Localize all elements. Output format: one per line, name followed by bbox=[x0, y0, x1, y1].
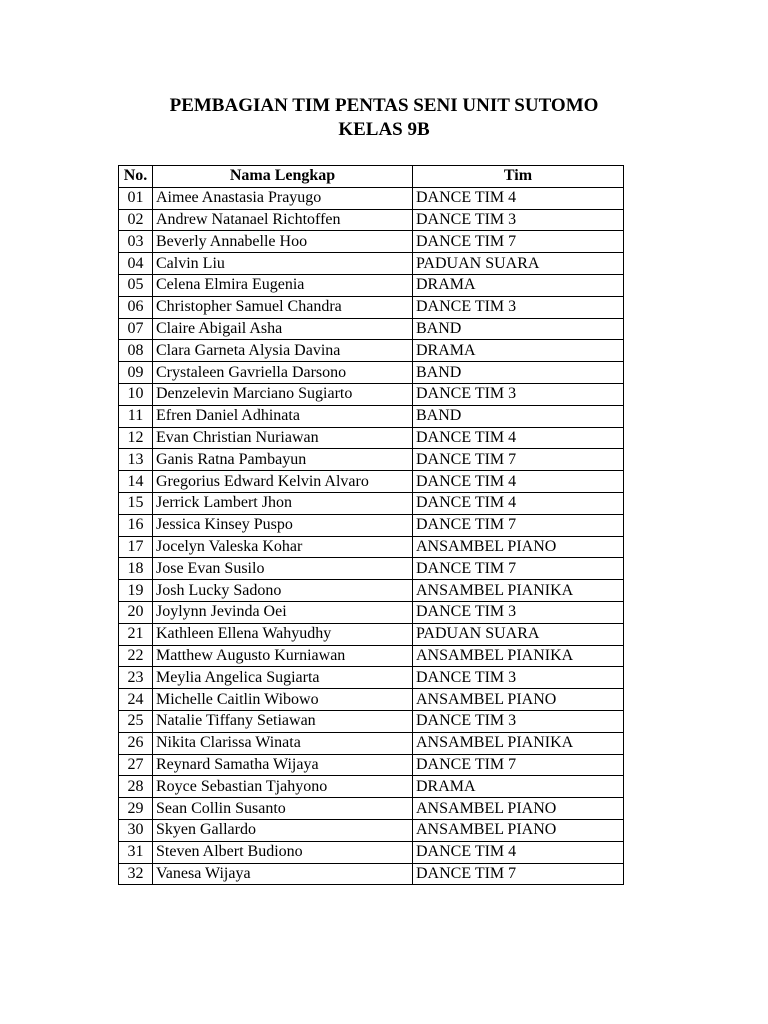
student-name: Vanesa Wijaya bbox=[153, 863, 413, 885]
student-name: Ganis Ratna Pambayun bbox=[153, 449, 413, 471]
student-name: Meylia Angelica Sugiarta bbox=[153, 667, 413, 689]
row-number: 16 bbox=[119, 514, 153, 536]
row-number: 19 bbox=[119, 580, 153, 602]
row-number: 25 bbox=[119, 710, 153, 732]
column-header-team: Tim bbox=[413, 166, 624, 188]
team-name: DRAMA bbox=[413, 776, 624, 798]
table-row bbox=[119, 405, 624, 427]
student-name: Joylynn Jevinda Oei bbox=[153, 601, 413, 623]
team-name: DANCE TIM 7 bbox=[413, 863, 624, 885]
table-row bbox=[119, 819, 624, 841]
table-row bbox=[119, 623, 624, 645]
student-name: Efren Daniel Adhinata bbox=[153, 405, 413, 427]
row-number: 11 bbox=[119, 405, 153, 427]
row-number: 10 bbox=[119, 383, 153, 405]
team-name: DANCE TIM 3 bbox=[413, 667, 624, 689]
table-row bbox=[119, 558, 624, 580]
student-name: Andrew Natanael Richtoffen bbox=[153, 209, 413, 231]
student-name: Sean Collin Susanto bbox=[153, 798, 413, 820]
team-name: BAND bbox=[413, 362, 624, 384]
student-name: Kathleen Ellena Wahyudhy bbox=[153, 623, 413, 645]
student-name: Reynard Samatha Wijaya bbox=[153, 754, 413, 776]
table-row bbox=[119, 492, 624, 514]
table-row bbox=[119, 253, 624, 275]
team-name: ANSAMBEL PIANO bbox=[413, 819, 624, 841]
table-row bbox=[119, 601, 624, 623]
team-name: ANSAMBEL PIANIKA bbox=[413, 645, 624, 667]
team-name: DANCE TIM 3 bbox=[413, 601, 624, 623]
row-number: 12 bbox=[119, 427, 153, 449]
row-number: 32 bbox=[119, 863, 153, 885]
student-name: Matthew Augusto Kurniawan bbox=[153, 645, 413, 667]
student-name: Steven Albert Budiono bbox=[153, 841, 413, 863]
team-name: ANSAMBEL PIANIKA bbox=[413, 732, 624, 754]
table-row bbox=[119, 863, 624, 885]
table-row bbox=[119, 362, 624, 384]
student-name: Calvin Liu bbox=[153, 253, 413, 275]
table-row bbox=[119, 318, 624, 340]
row-number: 03 bbox=[119, 231, 153, 253]
student-name: Denzelevin Marciano Sugiarto bbox=[153, 383, 413, 405]
student-name: Gregorius Edward Kelvin Alvaro bbox=[153, 471, 413, 493]
row-number: 27 bbox=[119, 754, 153, 776]
team-name: DANCE TIM 4 bbox=[413, 492, 624, 514]
row-number: 20 bbox=[119, 601, 153, 623]
table-row bbox=[119, 209, 624, 231]
student-name: Michelle Caitlin Wibowo bbox=[153, 689, 413, 711]
table-row bbox=[119, 754, 624, 776]
table-row bbox=[119, 798, 624, 820]
table-row bbox=[119, 231, 624, 253]
table-row bbox=[119, 383, 624, 405]
team-name: DANCE TIM 3 bbox=[413, 296, 624, 318]
student-name: Nikita Clarissa Winata bbox=[153, 732, 413, 754]
table-row bbox=[119, 689, 624, 711]
team-name: ANSAMBEL PIANO bbox=[413, 536, 624, 558]
table-row bbox=[119, 514, 624, 536]
student-name: Royce Sebastian Tjahyono bbox=[153, 776, 413, 798]
team-name: ANSAMBEL PIANO bbox=[413, 689, 624, 711]
team-name: DANCE TIM 4 bbox=[413, 471, 624, 493]
table-row bbox=[119, 427, 624, 449]
team-name: PADUAN SUARA bbox=[413, 623, 624, 645]
team-name: DANCE TIM 7 bbox=[413, 754, 624, 776]
row-number: 08 bbox=[119, 340, 153, 362]
table-row bbox=[119, 296, 624, 318]
team-name: BAND bbox=[413, 405, 624, 427]
team-name: ANSAMBEL PIANIKA bbox=[413, 580, 624, 602]
team-name: DANCE TIM 7 bbox=[413, 514, 624, 536]
table-body bbox=[119, 187, 624, 885]
student-name: Crystaleen Gavriella Darsono bbox=[153, 362, 413, 384]
team-name: DANCE TIM 4 bbox=[413, 841, 624, 863]
row-number: 05 bbox=[119, 274, 153, 296]
table-row bbox=[119, 776, 624, 798]
team-name: DANCE TIM 7 bbox=[413, 558, 624, 580]
row-number: 28 bbox=[119, 776, 153, 798]
team-roster-table bbox=[118, 165, 624, 885]
table-row bbox=[119, 187, 624, 209]
table-row bbox=[119, 274, 624, 296]
row-number: 24 bbox=[119, 689, 153, 711]
row-number: 07 bbox=[119, 318, 153, 340]
row-number: 22 bbox=[119, 645, 153, 667]
table-row bbox=[119, 667, 624, 689]
row-number: 23 bbox=[119, 667, 153, 689]
student-name: Josh Lucky Sadono bbox=[153, 580, 413, 602]
row-number: 02 bbox=[119, 209, 153, 231]
team-name: BAND bbox=[413, 318, 624, 340]
table-row bbox=[119, 449, 624, 471]
student-name: Jose Evan Susilo bbox=[153, 558, 413, 580]
student-name: Jessica Kinsey Puspo bbox=[153, 514, 413, 536]
row-number: 29 bbox=[119, 798, 153, 820]
document-title: PEMBAGIAN TIM PENTAS SENI UNIT SUTOMO bbox=[169, 95, 599, 116]
row-number: 18 bbox=[119, 558, 153, 580]
row-number: 30 bbox=[119, 819, 153, 841]
student-name: Clara Garneta Alysia Davina bbox=[153, 340, 413, 362]
student-name: Claire Abigail Asha bbox=[153, 318, 413, 340]
team-name: DANCE TIM 3 bbox=[413, 383, 624, 405]
team-name: DANCE TIM 3 bbox=[413, 710, 624, 732]
table-row bbox=[119, 710, 624, 732]
row-number: 21 bbox=[119, 623, 153, 645]
student-name: Natalie Tiffany Setiawan bbox=[153, 710, 413, 732]
team-name: DRAMA bbox=[413, 274, 624, 296]
row-number: 15 bbox=[119, 492, 153, 514]
student-name: Skyen Gallardo bbox=[153, 819, 413, 841]
student-name: Evan Christian Nuriawan bbox=[153, 427, 413, 449]
row-number: 06 bbox=[119, 296, 153, 318]
column-header-name: Nama Lengkap bbox=[153, 166, 413, 188]
table-row bbox=[119, 580, 624, 602]
row-number: 14 bbox=[119, 471, 153, 493]
student-name: Celena Elmira Eugenia bbox=[153, 274, 413, 296]
table-row bbox=[119, 471, 624, 493]
student-name: Aimee Anastasia Prayugo bbox=[153, 187, 413, 209]
table-row bbox=[119, 536, 624, 558]
team-name: PADUAN SUARA bbox=[413, 253, 624, 275]
team-name: DANCE TIM 4 bbox=[413, 427, 624, 449]
row-number: 01 bbox=[119, 187, 153, 209]
student-name: Jerrick Lambert Jhon bbox=[153, 492, 413, 514]
row-number: 31 bbox=[119, 841, 153, 863]
row-number: 13 bbox=[119, 449, 153, 471]
row-number: 09 bbox=[119, 362, 153, 384]
student-name: Beverly Annabelle Hoo bbox=[153, 231, 413, 253]
student-name: Christopher Samuel Chandra bbox=[153, 296, 413, 318]
student-name: Jocelyn Valeska Kohar bbox=[153, 536, 413, 558]
table-row bbox=[119, 841, 624, 863]
row-number: 26 bbox=[119, 732, 153, 754]
team-name: DANCE TIM 7 bbox=[413, 449, 624, 471]
table-row bbox=[119, 732, 624, 754]
team-name: ANSAMBEL PIANO bbox=[413, 798, 624, 820]
row-number: 17 bbox=[119, 536, 153, 558]
row-number: 04 bbox=[119, 253, 153, 275]
team-name: DANCE TIM 4 bbox=[413, 187, 624, 209]
team-name: DRAMA bbox=[413, 340, 624, 362]
team-name: DANCE TIM 7 bbox=[413, 231, 624, 253]
team-name: DANCE TIM 3 bbox=[413, 209, 624, 231]
table-header-row bbox=[119, 166, 624, 188]
table-row bbox=[119, 645, 624, 667]
column-header-no: No. bbox=[119, 166, 153, 188]
table-row bbox=[119, 340, 624, 362]
document-subtitle: KELAS 9B bbox=[338, 119, 430, 140]
